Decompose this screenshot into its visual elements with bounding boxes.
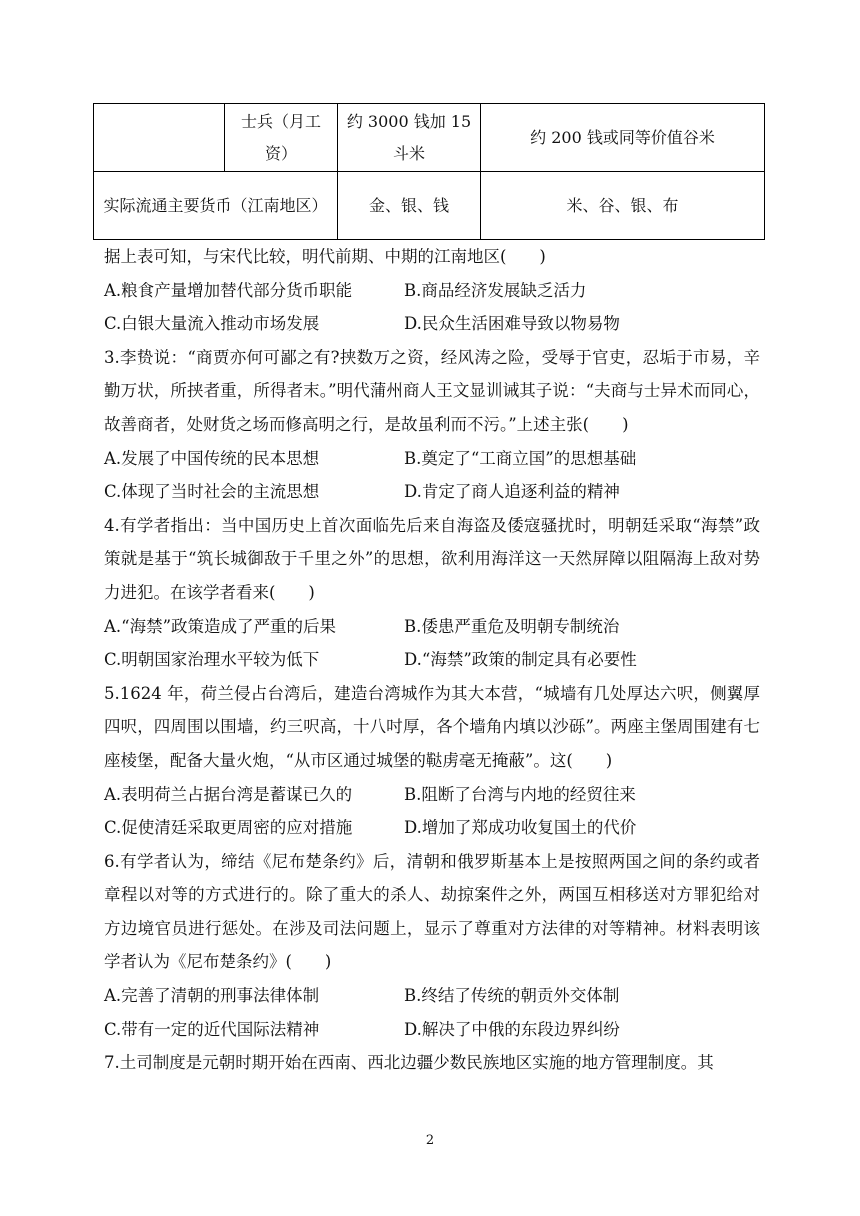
options-row — [104, 778, 760, 812]
options-row — [104, 979, 760, 1013]
question-stem-7: 7.土司制度是元朝时期开始在西南、西北边疆少数民族地区实施的地方管理制度。其 — [104, 1053, 714, 1073]
option-d: D.“海禁”政策的制定具有必要性 — [404, 650, 637, 670]
option-d: D.解决了中俄的东段边界纠纷 — [404, 1019, 620, 1039]
options-row — [104, 811, 760, 845]
option-c: C.促使清廷采取更周密的应对措施 — [104, 818, 353, 838]
option-c: C.明朝国家治理水平较为低下 — [104, 650, 320, 670]
table-row — [94, 172, 765, 240]
option-d: D.增加了郑成功收复国土的代价 — [404, 818, 637, 838]
option-c: C.体现了当时社会的主流思想 — [104, 482, 320, 502]
option-c: C.白银大量流入推动市场发展 — [104, 314, 320, 334]
table-cell: 约 3000 钱加 15 斗米 — [338, 104, 481, 172]
comparison-table — [93, 103, 765, 240]
option-a: A.表明荷兰占据台湾是蓄谋已久的 — [104, 784, 353, 804]
question-stem-3: 3.李贽说：“商贾亦何可鄙之有?挟数万之资，经风涛之险，受辱于官吏，忍垢于市易，辛勤万状，所挟者重，所得者末。”明代蒲州商人王文显训诫其子说：“夫商与士异术而同心，故善商者，处财货之场而修高明之行，是故虽利而不污。”上述主张( ) — [104, 347, 760, 434]
option-b: B.阻断了台湾与内地的经贸往来 — [404, 784, 636, 804]
page-number: 2 — [425, 1133, 435, 1148]
option-d: D.肯定了商人追逐利益的精神 — [404, 482, 620, 502]
question-stem-2: 据上表可知，与宋代比较，明代前期、中期的江南地区( ) — [104, 247, 546, 266]
option-a: A.发展了中国传统的民本思想 — [104, 448, 320, 468]
options-row — [104, 274, 760, 308]
option-b: B.奠定了“工商立国”的思想基础 — [404, 448, 637, 468]
question-list — [104, 240, 760, 1080]
option-b: B.终结了传统的朝贡外交体制 — [404, 986, 620, 1006]
options-row — [104, 475, 760, 509]
options-row — [104, 610, 760, 644]
option-c: C.带有一定的近代国际法精神 — [104, 1019, 320, 1039]
option-b: B.倭患严重危及明朝专制统治 — [404, 616, 620, 636]
question-stem-4: 4.有学者指出：当中国历史上首次面临先后来自海盗及倭寇骚扰时，明朝廷采取“海禁”政策就是基于“筑长城御敌于千里之外”的思想，欲利用海洋这一天然屏障以阻隔海上敌对势力进犯。在该学者看来( ) — [104, 515, 760, 602]
table-cell: 约 200 钱或同等价值谷米 — [481, 104, 765, 172]
option-a: A.完善了清朝的刑事法律体制 — [104, 986, 320, 1006]
table-cell: 士兵（月工资） — [225, 104, 338, 172]
table-cell: 实际流通主要货币（江南地区） — [94, 172, 338, 240]
option-b: B.商品经济发展缺乏活力 — [404, 280, 587, 300]
option-d: D.民众生活困难导致以物易物 — [404, 314, 620, 334]
table-cell — [94, 104, 225, 172]
table-row — [94, 104, 765, 172]
question-stem-6: 6.有学者认为，缔结《尼布楚条约》后，清朝和俄罗斯基本上是按照两国之间的条约或者章程以对等的方式进行的。除了重大的杀人、劫掠案件之外，两国互相移送对方罪犯给对方边境官员进行惩处。在涉及司法问题上，显示了尊重对方法律的对等精神。材料表明该学者认为《尼布楚条约》( ) — [104, 851, 760, 972]
question-stem-5: 5.1624 年，荷兰侵占台湾后，建造台湾城作为其大本营，“城墙有几处厚达六呎，侧翼厚四呎，四周围以围墙，约三呎高，十八吋厚，各个墙角内填以沙砾”。两座主堡周围建有七座棱堡，配备大量火炮，“从市区通过城堡的鞑虏毫无掩蔽”。这( ) — [104, 683, 760, 770]
table-cell: 金、银、钱 — [338, 172, 481, 240]
options-row — [104, 442, 760, 476]
option-a: A.“海禁”政策造成了严重的后果 — [104, 616, 337, 636]
options-row — [104, 307, 760, 341]
table-cell: 米、谷、银、布 — [481, 172, 765, 240]
option-a: A.粮食产量增加替代部分货币职能 — [104, 280, 353, 300]
options-row — [104, 1013, 760, 1047]
options-row — [104, 643, 760, 677]
